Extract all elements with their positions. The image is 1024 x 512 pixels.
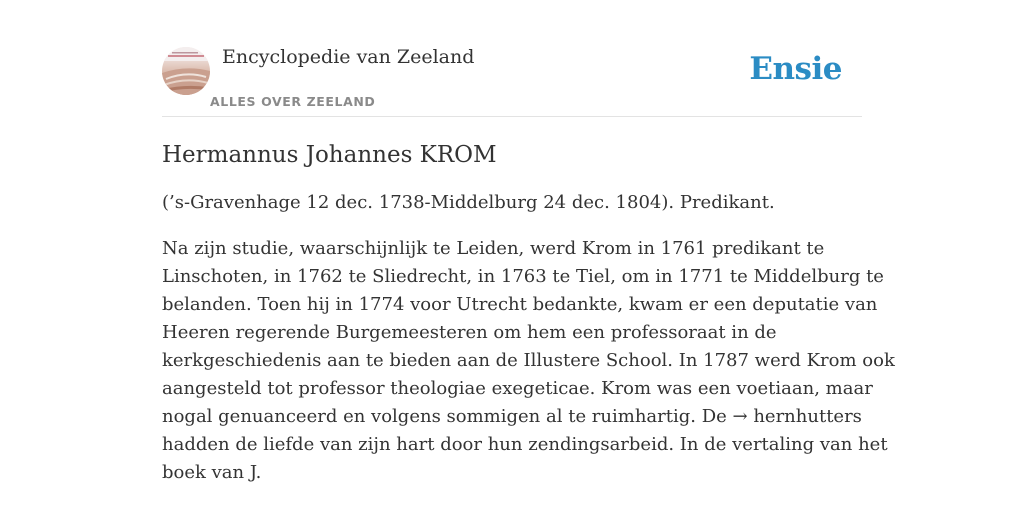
ensie-brand-logo[interactable]: Ensie [749, 51, 842, 87]
article-lead: (’s-Gravenhage 12 dec. 1738-Middelburg 24 dec. 1804). Predikant. [162, 192, 775, 213]
body-line-text: nogal genuanceerd en volgens sommigen al te ruimhartig. De [162, 406, 733, 427]
body-line: Heeren regerende Burgemeesteren om hem een professoraat in de [162, 322, 777, 343]
article-title: Hermannus Johannes KROM [162, 142, 497, 168]
book-image-icon [162, 47, 210, 95]
hernhutters-link[interactable]: → hernhutters [732, 406, 862, 427]
site-logo-avatar[interactable] [162, 47, 210, 95]
site-header [162, 0, 862, 117]
article-body [162, 235, 895, 487]
body-line: Linschoten, in 1762 te Sliedrecht, in 1763 te Tiel, om in 1771 te Middelburg te [162, 266, 884, 287]
body-line: aangesteld tot professor theologiae exegeticae. Krom was een voetiaan, maar [162, 378, 873, 399]
body-line: boek van J. [162, 462, 262, 483]
body-line [162, 403, 862, 431]
article [162, 138, 895, 487]
site-tagline: ALLES OVER ZEELAND [210, 94, 376, 109]
site-name[interactable]: Encyclopedie van Zeeland [222, 46, 475, 68]
body-line: hadden de liefde van zijn hart door hun zendingsarbeid. In de vertaling van het [162, 434, 888, 455]
body-line: kerkgeschiedenis aan te bieden aan de Illustere School. In 1787 werd Krom ook [162, 350, 895, 371]
body-line: Na zijn studie, waarschijnlijk te Leiden, werd Krom in 1761 predikant te [162, 238, 825, 259]
body-line: belanden. Toen hij in 1774 voor Utrecht bedankte, kwam er een deputatie van [162, 294, 878, 315]
